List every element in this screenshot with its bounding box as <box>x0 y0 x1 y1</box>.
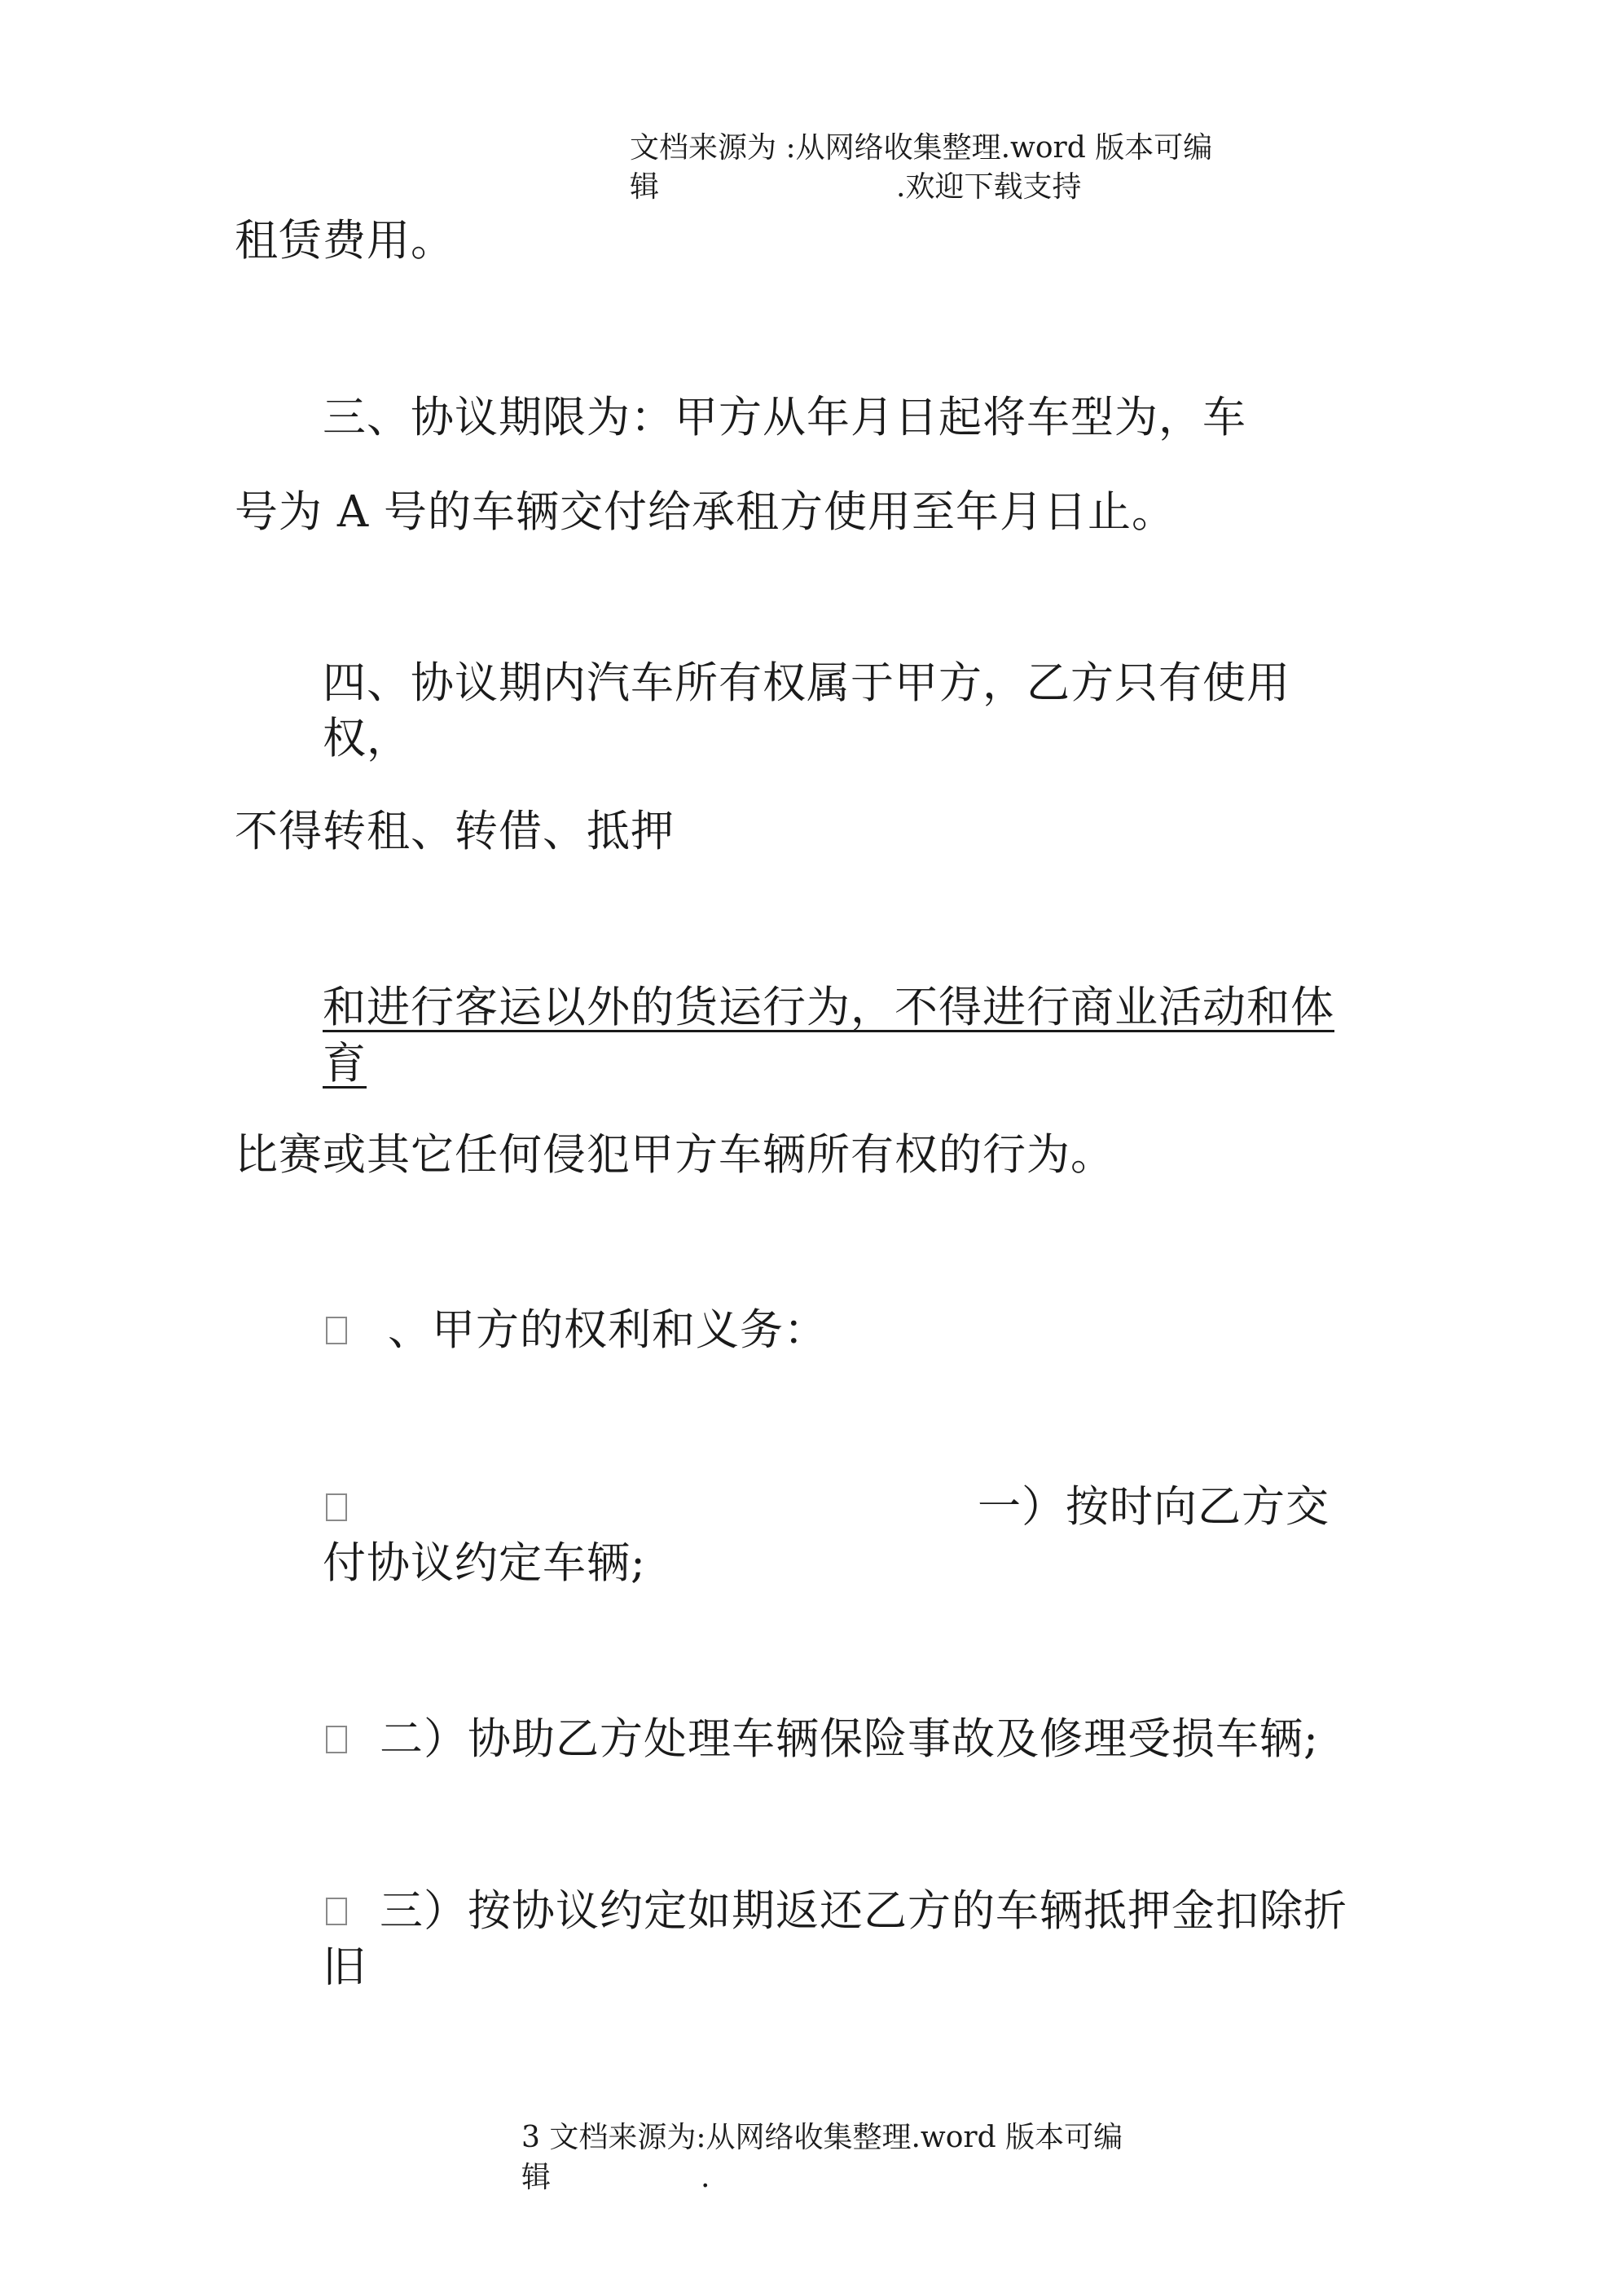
paragraph-rental-fee: 租赁费用。 <box>235 216 455 266</box>
footer-source-line-2b: . <box>701 2161 710 2194</box>
item-three-line-2: 旧 <box>323 1942 367 1992</box>
missing-glyph-icon <box>326 1898 347 1925</box>
party-a-rights-heading-text: 、甲方的权利和义务： <box>388 1305 828 1355</box>
header-source-line-1: 文档来源为 :从网络收集整理.word 版本可编 <box>630 131 1213 165</box>
header-source-line-2a: 辑 <box>630 170 660 204</box>
clause-four-line-2: 权， <box>323 714 411 763</box>
missing-glyph-icon <box>326 1317 347 1344</box>
item-one-line-1: 一）按时向乙方交 <box>978 1482 1330 1532</box>
missing-glyph-icon <box>326 1726 347 1753</box>
footer-source-line-1: 3 文档来源为:从网络收集整理.word 版本可编 <box>521 2121 1123 2154</box>
item-one-box <box>326 1481 388 1533</box>
item-three-line-1 <box>326 1885 1347 1938</box>
party-a-rights-heading <box>326 1304 828 1357</box>
underlined-line-2: 育 <box>323 1039 367 1089</box>
underlined-line-1: 和进行客运以外的货运行为，不得进行商业活动和体 <box>323 983 1334 1032</box>
clause-four-line-6: 比赛或其它任何侵犯甲方车辆所有权的行为。 <box>235 1130 1114 1180</box>
clause-four-line-3: 不得转租、转借、抵押 <box>235 807 675 856</box>
clause-three-line-1: 三、协议期限为：甲方从年月日起将车型为，车 <box>323 393 1246 442</box>
clause-three-line-2: 号为 A 号的车辆交付给承租方使用至年月日止。 <box>235 487 1176 537</box>
header-source-line-2b: .欢迎下载支持 <box>896 170 1082 204</box>
item-two-text: 二）协助乙方处理车辆保险事故及修理受损车辆; <box>380 1714 1319 1764</box>
clause-four-line-1: 四、协议期内汽车所有权属于甲方，乙方只有使用 <box>323 658 1290 708</box>
item-one-line-2: 付协议约定车辆; <box>323 1538 646 1588</box>
missing-glyph-icon <box>326 1493 347 1521</box>
footer-source-line-2a: 辑 <box>521 2161 552 2194</box>
item-two <box>326 1713 1319 1766</box>
item-three-text: 三）按协议约定如期返还乙方的车辆抵押金扣除折 <box>380 1886 1347 1936</box>
